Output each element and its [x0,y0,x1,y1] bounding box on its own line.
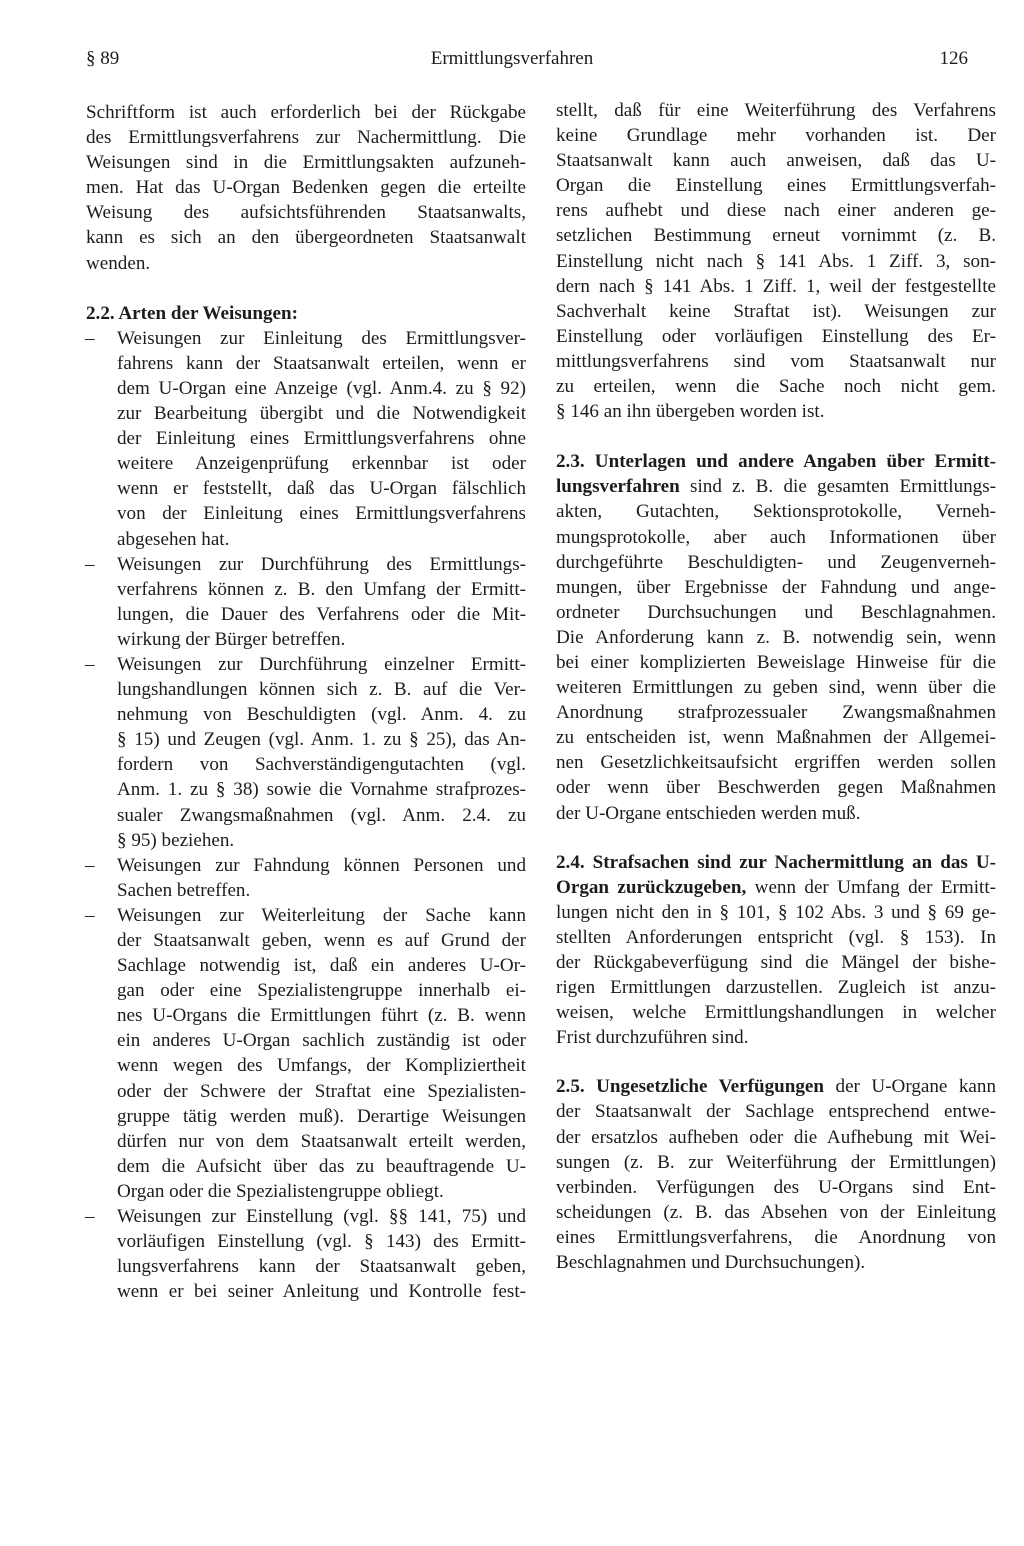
text-line: Weisung des aufsichtsführenden Staatsanwalts, [86,202,526,224]
text-line: mittlungsverfahrens sind vom Staatsanwalt nur [556,350,996,372]
text-line: des Ermittlungsverfahrens zur Nachermittlung. Die [86,127,526,149]
list-item [86,326,526,552]
text-line: Staatsanwalt kann auch anweisen, daß das U- [556,150,996,172]
text-line-content: Weisungen zur Fahndung können Personen und [117,854,526,876]
text-line [86,1204,526,1229]
text-line: verbinden. Verfügungen des U-Organs sind Ent- [556,1176,996,1198]
section-heading-text: 2.2. Arten der Weisungen: [86,302,298,324]
section-heading [556,1074,996,1099]
text-line: Sachverhalt keine Straftat ist). Weisungen zur [556,300,996,322]
text-line: wenn wegen des Umfangs, der Kompliziertheit [117,1055,526,1077]
text-line: zu entscheiden ist, wenn Maßnahmen der Allgemei- [556,727,996,749]
page-number: 126 [939,48,968,69]
text-line: men. Hat das U-Organ Bedenken gegen die erteilte [86,177,526,199]
text-line: setzlichen Bestimmung erneut vornimmt (z. B. [556,225,996,247]
text-line: dem die Aufsicht über das zu beauftragende U- [117,1155,526,1177]
text-line: fahrens kann der Staatsanwalt erteilen, wenn er [117,352,526,374]
text-line: kann es sich an den übergeordneten Staatsanwalt [86,227,526,249]
running-title: Ermittlungsverfahren [430,48,594,69]
text-line: Weisungen sind in die Ermittlungsakten aufzuneh- [86,152,526,174]
text-line [556,474,996,499]
text-line: wenden. [86,252,151,274]
list-item [86,853,526,903]
text-line: Sachlage notwendig ist, daß ein anderes U-Or- [117,955,526,977]
text-line [86,853,526,878]
text-line: der U-Organe entschieden werden muß. [556,802,861,824]
text-line: sualer Zwangsmaßnahmen (vgl. Anm. 2.4. zu [117,804,526,826]
text-line: Schriftform ist auch erforderlich bei der Rückgabe [86,102,526,123]
list-item [86,552,526,652]
text-line: § 95) beziehen. [117,829,235,851]
text-line: vorläufigen Einstellung (vgl. § 143) des Ermitt- [117,1231,526,1253]
section-heading [86,301,526,326]
text-line-content: Weisungen zur Durchführung des Ermittlungs- [117,553,526,575]
text-line: wenn er feststellt, daß das U-Organ fälschlich [117,478,526,500]
text-line-content: Weisungen zur Einleitung des Ermittlungsver- [117,327,526,349]
text-line: der ersatzlos aufheben oder die Aufhebung mit Wei- [556,1126,996,1148]
text-line: ein anderes U-Organ sachlich zuständig ist oder [117,1030,526,1052]
text-line: von der Einleitung eines Ermittlungsverfahrens [117,503,526,525]
text-line: Sachen betreffen. [117,879,251,901]
text-line: ordneter Durchsuchungen und Beschlagnahmen. [556,601,996,623]
text-line: mungsprotokolle, aber auch Informationen über [556,526,996,548]
text-line: akten, Gutachten, Sektionsprotokolle, Verneh- [556,501,996,523]
text-line-content: sind z. B. die gesamten Ermittlungs- [679,476,996,498]
dash-bullet: – [85,653,95,675]
text-line: der Einleitung eines Ermittlungsverfahrens ohne [117,428,526,450]
list-item [86,1204,526,1304]
text-line: zur Bearbeitung übergibt und die Notwendigkeit [117,403,526,425]
text-line: Organ die Einstellung eines Ermittlungsverfah- [556,175,996,197]
list-item [86,652,526,853]
text-line: gruppe tätig werden muß). Derartige Weisungen [117,1105,526,1127]
dash-bullet: – [85,553,95,575]
dash-bullet: – [85,1206,95,1228]
section-2-4 [556,850,996,1051]
text-line: eines Ermittlungsverfahrens, die Anordnung von [556,1226,996,1248]
section-2-5 [556,1074,996,1275]
text-line-content: der U-Organe kann [824,1076,997,1098]
text-line: § 146 an ihn übergeben worden ist. [556,401,825,423]
text-line [86,552,526,577]
text-line: zu erteilen, wenn die Sache noch nicht gem. [556,376,996,398]
text-line: Einstellung oder vorläufigen Einstellung des Er- [556,325,996,347]
list-item [86,903,526,1204]
text-line: oder der Schwere der Straftat eine Spezialisten- [117,1080,526,1102]
text-line [86,652,526,677]
dash-bullet: – [85,854,95,876]
text-line: lungen, die Dauer des Verfahrens oder die Mit- [117,603,526,625]
right-column [556,98,996,1275]
text-line: dern nach § 141 Abs. 1 Ziff. 1, weil der festgestellte [556,275,996,297]
section-number: § 89 [86,48,120,69]
text-line: dem U-Organ eine Anzeige (vgl. Anm.4. zu § 92) [117,377,526,399]
text-line: abgesehen hat. [117,528,230,550]
text-line-content: wenn der Umfang der Ermitt- [746,876,996,898]
text-line: wenn er bei seiner Anleitung und Kontrolle fest- [117,1281,526,1303]
text-line-content: Weisungen zur Weiterleitung der Sache kann [117,904,526,926]
text-line: nehmung von Beschuldigten (vgl. Anm. 4. zu [117,704,526,726]
text-line: Organ oder die Spezialistengruppe obliegt. [117,1180,444,1202]
section-heading-text: lungsverfahren [556,476,680,498]
text-line [86,326,526,351]
text-line-content: Weisungen zur Einstellung (vgl. §§ 141, 75) und [117,1206,526,1228]
dash-bullet: – [85,327,95,349]
text-line: lungshandlungen können sich z. B. auf die Ver- [117,679,526,701]
section-heading-text: 2.5. Ungesetzliche Verfügungen [556,1076,825,1098]
text-line: weiteren Ermittlungen zu geben sind, wenn über die [556,677,996,699]
section-heading-text: 2.4. Strafsachen sind zur Nachermittlung an das U- [556,851,996,873]
text-line: gan oder eine Spezialistengruppe innerhalb ei- [117,980,526,1002]
text-line: bei einer komplizierten Beweislage Hinweise für die [556,651,996,673]
text-line: sungen (z. B. zur Weiterführung der Ermittlungen) [556,1151,996,1173]
intro-paragraph [86,100,526,276]
text-line: dürfen nur von dem Staatsanwalt erteilt werden, [117,1130,526,1152]
text-line: Anordnung strafprozessualer Zwangsmaßnahmen [556,702,996,724]
section-2-3 [556,449,996,825]
text-line: weitere Anzeigenprüfung erkennbar ist oder [117,453,526,475]
text-line: keine Grundlage mehr vorhanden ist. Der [556,125,996,147]
text-line: nen Gesetzlichkeitsaufsicht ergriffen werden sollen [556,752,996,774]
text-line: Anm. 1. zu § 38) sowie die Vornahme strafprozes- [117,779,526,801]
text-line: der Staatsanwalt der Sachlage entsprechend entwe- [556,1101,996,1123]
section-heading [556,449,996,474]
text-line: lungsverfahrens kann der Staatsanwalt geben, [117,1256,526,1278]
text-line [86,903,526,928]
text-line: stellten Anforderungen entspricht (vgl. § 153). In [556,926,996,948]
section-heading-text: Organ zurückzugeben, [556,876,747,898]
dash-bullet: – [85,904,95,926]
text-line: der Staatsanwalt geben, wenn es auf Grund der [117,930,526,951]
text-line: stellt, daß für eine Weiterführung des Verfahrens [556,100,996,121]
text-line [556,875,996,900]
text-line: § 15) und Zeugen (vgl. Anm. 1. zu § 25), das An- [117,729,526,751]
continued-paragraph [556,98,996,424]
text-line: durchgeführte Beschuldigten- und Zeugenverneh- [556,551,996,573]
text-line: mungen, über Ergebnisse der Fahndung und ange- [556,576,996,598]
section-heading [556,850,996,875]
text-line: lungen nicht den in § 101, § 102 Abs. 3 und § 69 ge- [556,901,996,923]
text-line-content: Weisungen zur Durchführung einzelner Ermitt- [117,653,526,675]
text-line: rens aufhebt und diese nach einer anderen ge- [556,200,996,222]
text-line: oder wenn über Beschwerden gegen Maßnahmen [556,777,996,799]
text-line: nes U-Organs die Ermittlungen führt (z. B. wenn [117,1005,526,1027]
text-line: Frist durchzuführen sind. [556,1027,749,1049]
text-line: scheidungen (z. B. das Absehen von der Einleitung [556,1201,996,1223]
left-column [86,100,526,1304]
text-line: rigen Ermittlungen darzustellen. Zugleich ist anzu- [556,977,996,999]
text-line: fordern von Sachverständigengutachten (vgl. [117,754,526,776]
text-line: weisen, welche Ermittlungshandlungen in welcher [556,1002,996,1024]
section-heading-text: 2.3. Unterlagen und andere Angaben über Ermitt- [556,451,996,473]
text-line: Die Anforderung kann z. B. notwendig sein, wenn [556,626,996,648]
text-line: Einstellung nicht nach § 141 Abs. 1 Ziff. 3, son- [556,250,996,272]
text-line: Beschlagnahmen und Durchsuchungen). [556,1252,866,1274]
text-line: wirkung der Bürger betreffen. [117,628,346,650]
text-line: verfahrens können z. B. den Umfang der Ermitt- [117,578,526,600]
text-line: der Rückgabeverfügung sind die Mängel der bishe- [556,952,996,973]
